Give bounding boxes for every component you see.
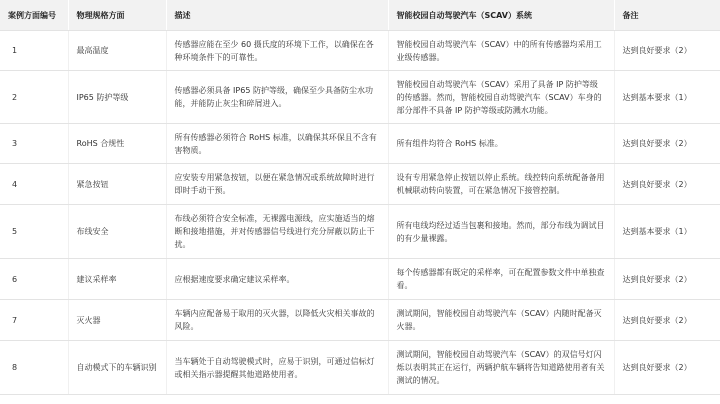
aspect-cell: 紧急按钮: [68, 164, 166, 205]
system-cell: 测试期间，智能校园自动驾驶汽车（SCAV）的双信号灯闪烁以表明其正在运行，两辆护航车辆将告知道路使用者有关测试的情况。: [388, 341, 614, 395]
case-number-cell: 3: [0, 124, 68, 164]
aspect-cell: 建议采样率: [68, 259, 166, 300]
table-row: [0, 124, 720, 164]
description-cell: 所有传感器必须符合 RoHS 标准，以确保其环保且不含有害物质。: [166, 124, 388, 164]
aspect-cell: 灭火器: [68, 300, 166, 341]
header-description: 描述: [166, 0, 388, 31]
header-case-number: 案例方面编号: [0, 0, 68, 31]
system-cell: 所有组件均符合 RoHS 标准。: [388, 124, 614, 164]
system-cell: 测试期间，智能校园自动驾驶汽车（SCAV）内随时配备灭火器。: [388, 300, 614, 341]
system-cell: 每个传感器都有既定的采样率，可在配置参数文件中单独查看。: [388, 259, 614, 300]
case-number-cell: 2: [0, 71, 68, 124]
table-row: [0, 71, 720, 124]
header-remarks: 备注: [614, 0, 720, 31]
remark-cell: 达到良好要求（2）: [614, 341, 720, 395]
case-number-cell: 6: [0, 259, 68, 300]
aspect-cell: 布线安全: [68, 205, 166, 259]
table-header: [0, 0, 720, 31]
remark-cell: 达到基本要求（1）: [614, 71, 720, 124]
header-row: [0, 0, 720, 31]
table-row: [0, 31, 720, 71]
description-cell: 当车辆处于自动驾驶模式时，应易于识别，可通过信标灯或相关指示器提醒其他道路使用者。: [166, 341, 388, 395]
description-cell: 应安装专用紧急按钮，以便在紧急情况或系统故障时进行即时手动干预。: [166, 164, 388, 205]
aspect-cell: 最高温度: [68, 31, 166, 71]
remark-cell: 达到良好要求（2）: [614, 124, 720, 164]
case-number-cell: 5: [0, 205, 68, 259]
description-cell: 传感器应能在至少 60 摄氏度的环境下工作，以确保在各种环境条件下的可靠性。: [166, 31, 388, 71]
system-cell: 智能校园自动驾驶汽车（SCAV）采用了具备 IP 防护等级的传感器。然而，智能校园自动驾驶汽车（SCAV）车身的部分部件不具备 IP 防护等级或防溅水功能。: [388, 71, 614, 124]
description-cell: 车辆内应配备易于取用的灭火器，以降低火灾相关事故的风险。: [166, 300, 388, 341]
aspect-cell: RoHS 合规性: [68, 124, 166, 164]
table-row: [0, 164, 720, 205]
description-cell: 应根据速度要求确定建议采样率。: [166, 259, 388, 300]
header-physical-aspect: 物理规格方面: [68, 0, 166, 31]
case-number-cell: 1: [0, 31, 68, 71]
header-scav-system: 智能校园自动驾驶汽车（SCAV）系统: [388, 0, 614, 31]
aspect-cell: IP65 防护等级: [68, 71, 166, 124]
table-row: [0, 300, 720, 341]
description-cell: 传感器必须具备 IP65 防护等级，确保至少具备防尘水功能，并能防止灰尘和碎屑进入。: [166, 71, 388, 124]
remark-cell: 达到良好要求（2）: [614, 300, 720, 341]
remark-cell: 达到基本要求（1）: [614, 205, 720, 259]
table-row: [0, 259, 720, 300]
case-number-cell: 8: [0, 341, 68, 395]
aspect-cell: 自动模式下的车辆识别: [68, 341, 166, 395]
case-number-cell: 4: [0, 164, 68, 205]
case-number-cell: 7: [0, 300, 68, 341]
remark-cell: 达到良好要求（2）: [614, 31, 720, 71]
remark-cell: 达到良好要求（2）: [614, 259, 720, 300]
table-body: [0, 31, 720, 395]
system-cell: 智能校园自动驾驶汽车（SCAV）中的所有传感器均采用工业级传感器。: [388, 31, 614, 71]
table-row: [0, 205, 720, 259]
system-cell: 所有电线均经过适当包裹和接地。然而，部分布线为调试目的有少量裸露。: [388, 205, 614, 259]
remark-cell: 达到良好要求（2）: [614, 164, 720, 205]
description-cell: 布线必须符合安全标准，无裸露电源线，应实施适当的熔断和接地措施，并对传感器信号线进行充分屏蔽以防止干扰。: [166, 205, 388, 259]
system-cell: 设有专用紧急停止按钮以停止系统。线控转向系统配备备用机械联动转向装置，可在紧急情况下接管控制。: [388, 164, 614, 205]
table-row: [0, 341, 720, 395]
